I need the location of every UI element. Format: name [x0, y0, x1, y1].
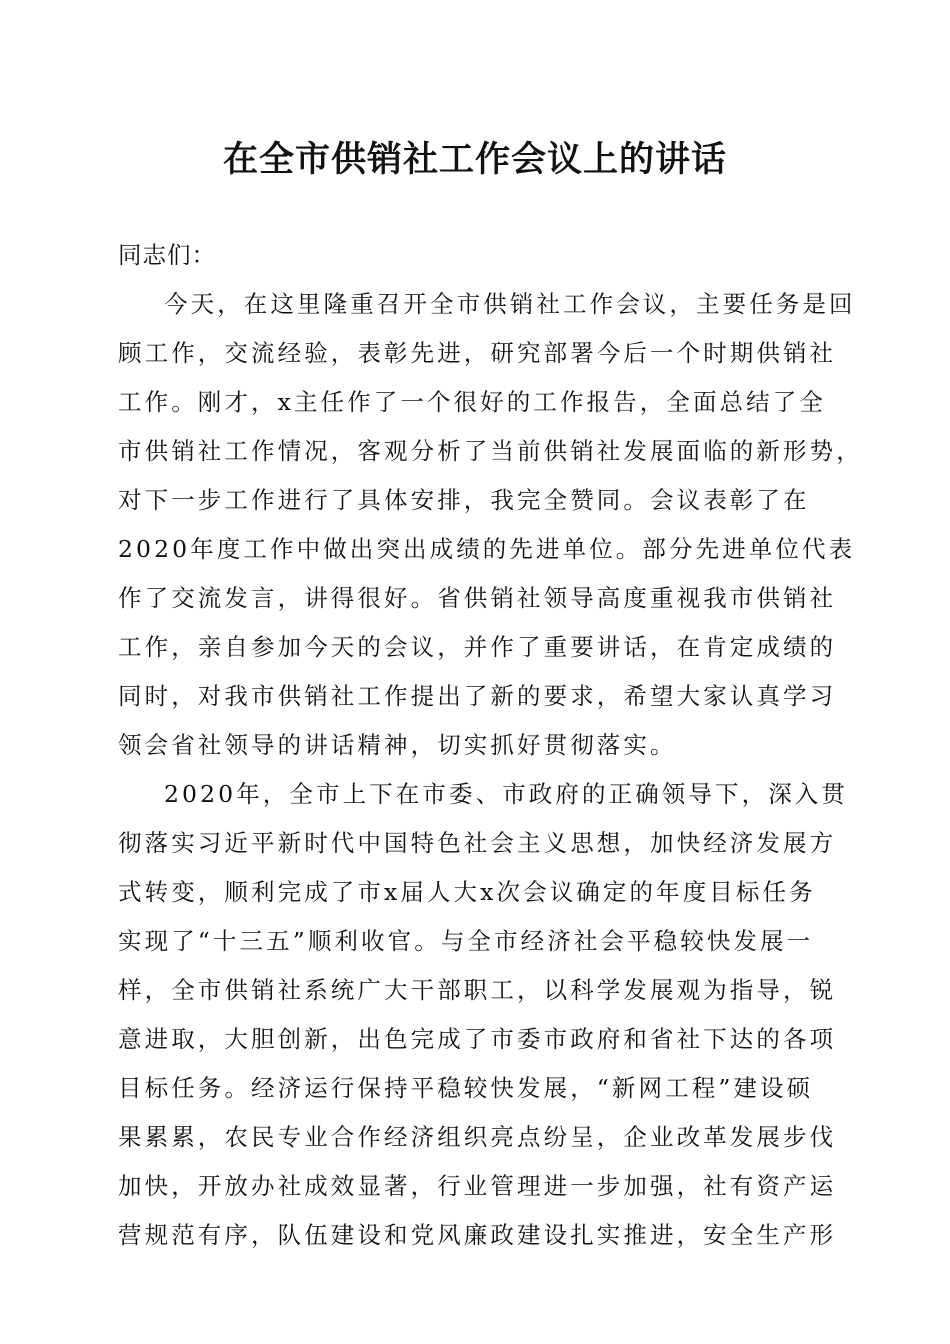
- paragraph-line: 2020年度工作中做出突出成绩的先进单位。部分先进单位代表: [118, 535, 856, 563]
- paragraph-line: 对下一步工作进行了具体安排，我完全赞同。会议表彰了在: [118, 486, 810, 514]
- paragraph-1: [118, 283, 863, 773]
- paragraph-line: 工作。刚才，x主任作了一个很好的工作报告，全面总结了全: [118, 388, 826, 416]
- paragraph-line: 今天，在这里隆重召开全市供销社工作会议，主要任务是回: [164, 290, 856, 318]
- salutation: 同志们：: [118, 241, 216, 269]
- paragraph-line: 实现了“十三五”顺利收官。与全市经济社会平稳较快发展一: [118, 927, 814, 955]
- paragraph-line: 作了交流发言，讲得很好。省供销社领导高度重视我市供销社: [118, 584, 837, 612]
- paragraph-line: 加快，开放办社成效显著，行业管理进一步加强，社有资产运: [118, 1172, 837, 1200]
- paragraph-line: 目标任务。经济运行保持平稳较快发展，“新网工程”建设硕: [118, 1074, 814, 1102]
- document-title: 在全市供销社工作会议上的讲话: [222, 139, 727, 180]
- paragraph-line: 工作，亲自参加今天的会议，并作了重要讲话，在肯定成绩的: [118, 633, 837, 661]
- paragraph-line: 意进取，大胆创新，出色完成了市委市政府和省社下达的各项: [118, 1025, 837, 1053]
- paragraph-line: 同时，对我市供销社工作提出了新的要求，希望大家认真学习: [118, 682, 837, 710]
- paragraph-line: 领会省社领导的讲话精神，切实抓好贯彻落实。: [118, 731, 677, 759]
- paragraph-line: 样，全市供销社系统广大干部职工，以科学发展观为指导，锐: [118, 976, 837, 1004]
- paragraph-line: 2020年，全市上下在市委、市政府的正确领导下，深入贯: [164, 780, 849, 808]
- paragraph-line: 式转变，顺利完成了市x届人大x次会议确定的年度目标任务: [118, 878, 816, 906]
- paragraph-line: 营规范有序，队伍建设和党风廉政建设扎实推进，安全生产形: [118, 1221, 837, 1249]
- paragraph-line: 顾工作，交流经验，表彰先进，研究部署今后一个时期供销社: [118, 339, 837, 367]
- paragraph-line: 彻落实习近平新时代中国特色社会主义思想，加快经济发展方: [118, 829, 837, 857]
- paragraph-2: [118, 773, 849, 1263]
- paragraph-line: 果累累，农民专业合作经济组织亮点纷呈，企业改革发展步伐: [118, 1123, 837, 1151]
- paragraph-line: 市供销社工作情况，客观分析了当前供销社发展面临的新形势，: [118, 437, 863, 465]
- document-body: [118, 234, 863, 1263]
